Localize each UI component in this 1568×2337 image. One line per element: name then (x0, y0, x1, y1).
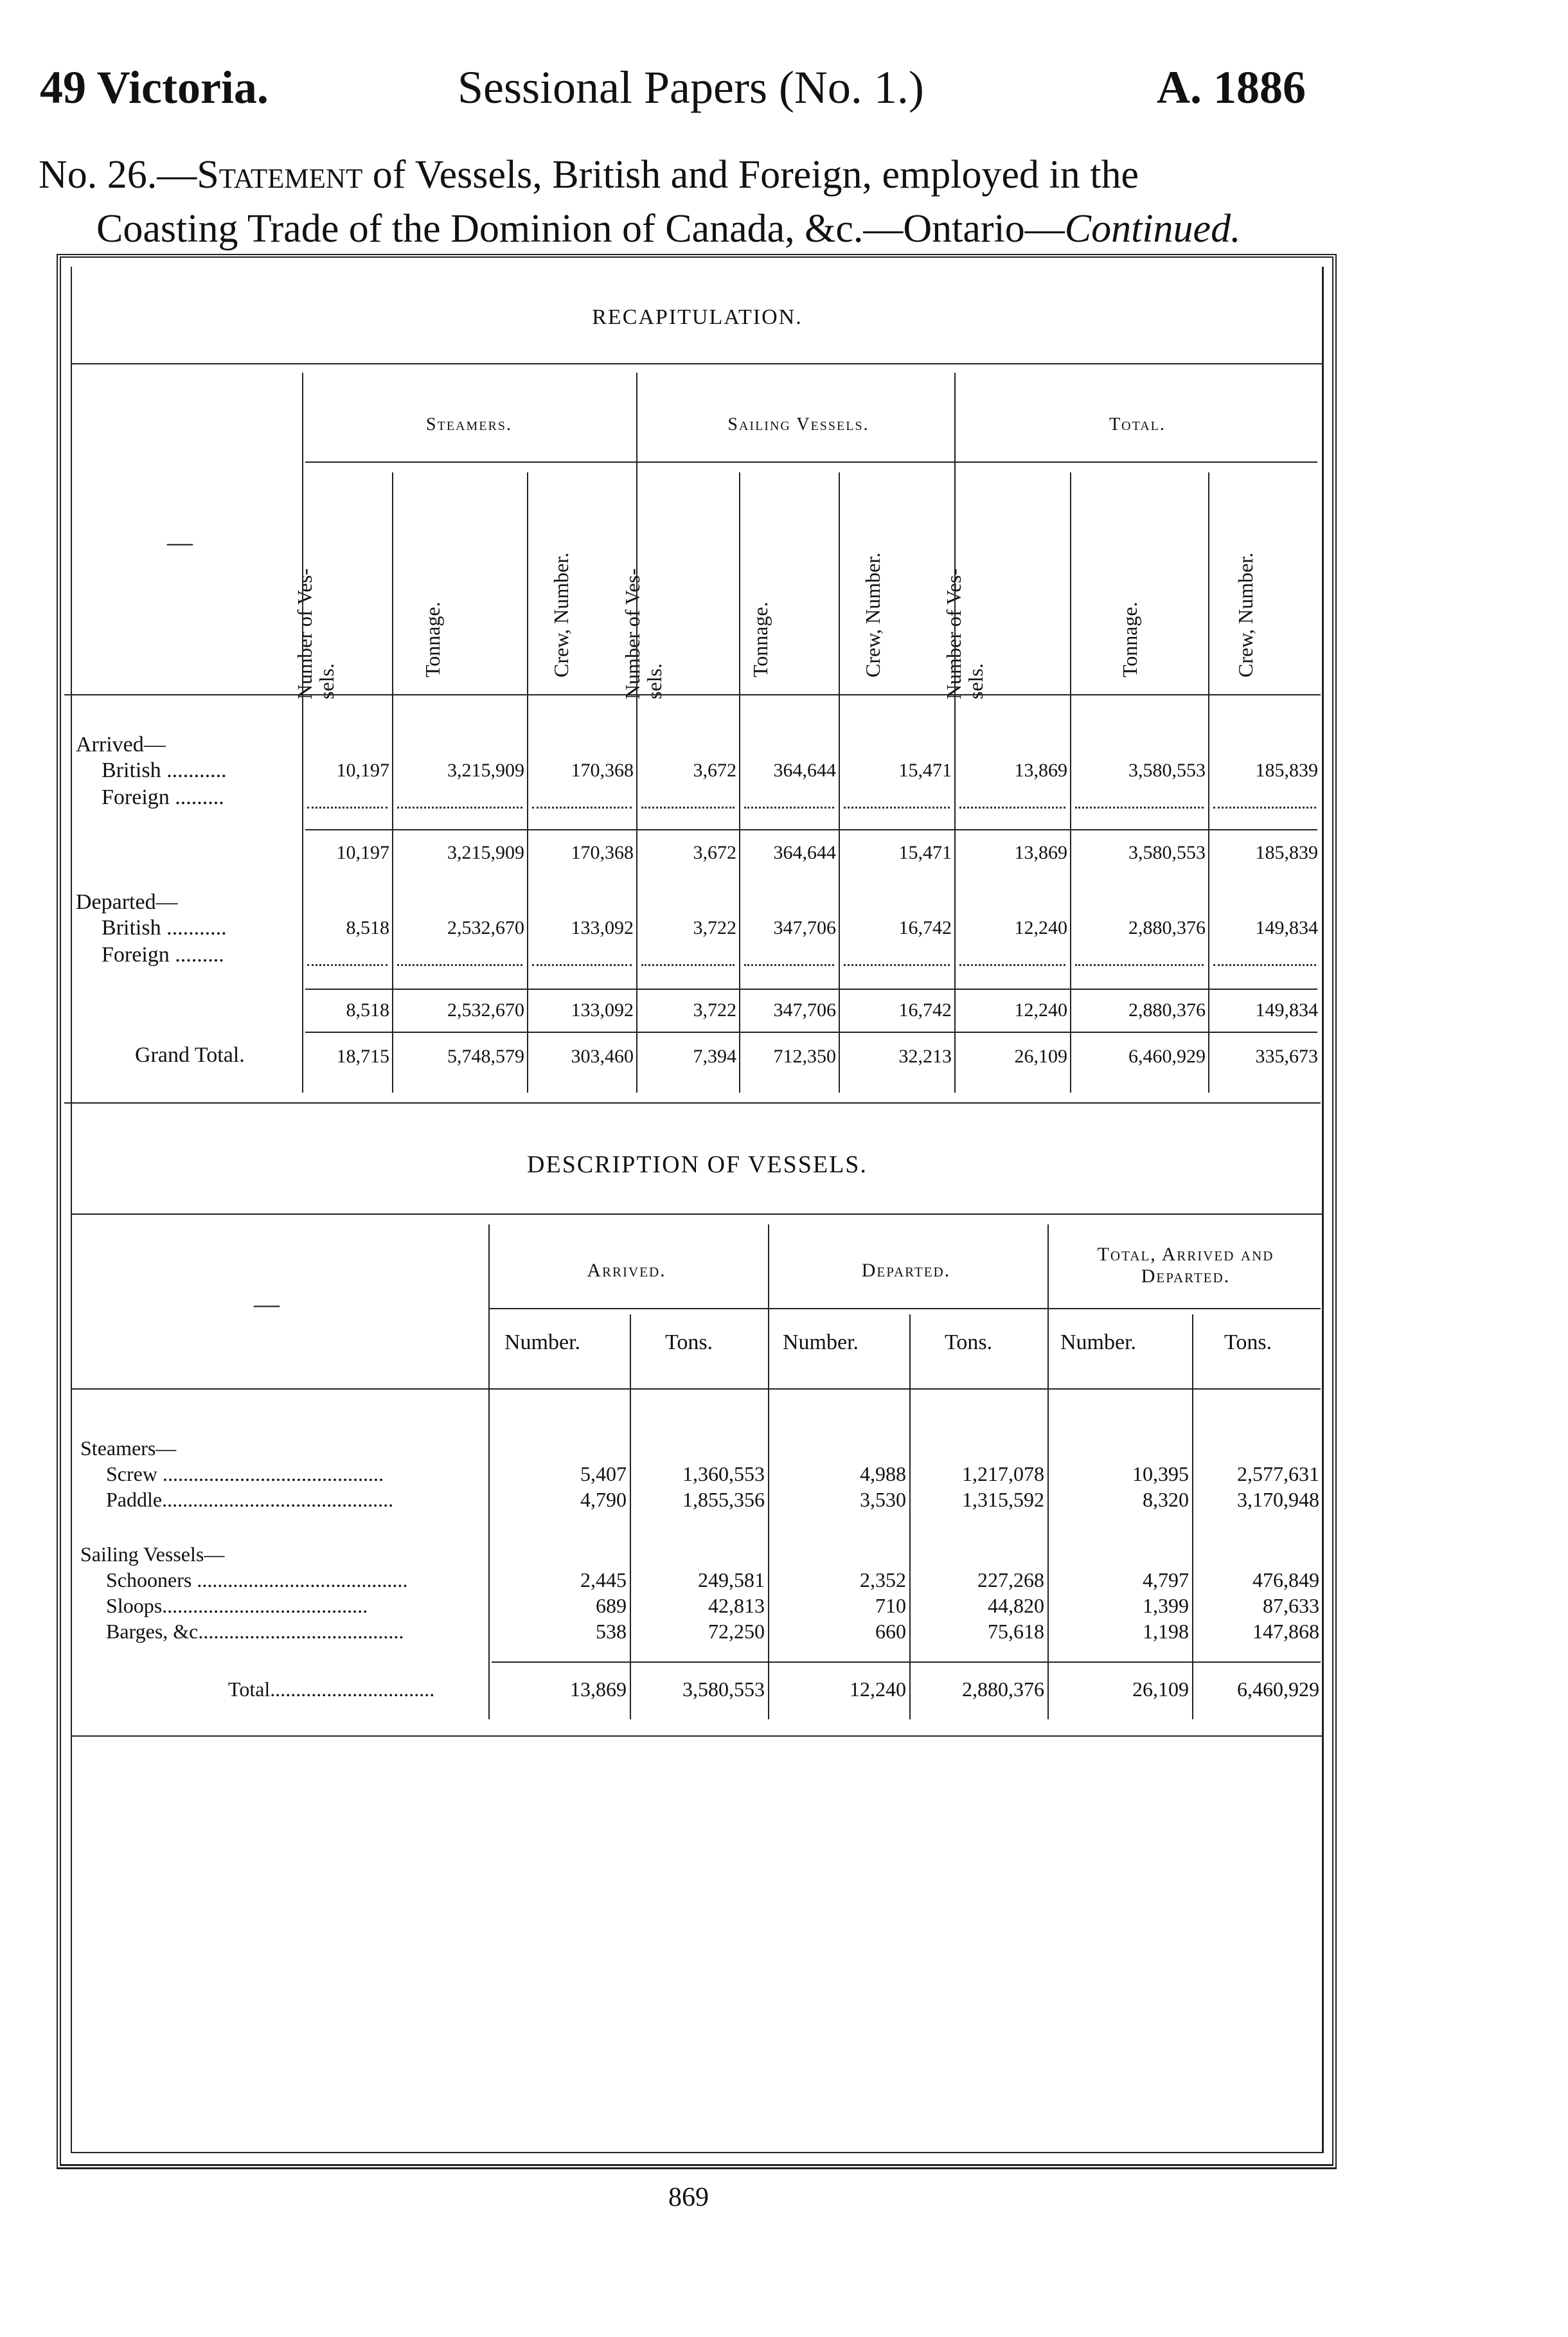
recap-heading: RECAPITULATION. (592, 305, 803, 329)
recap-subtotal-rule-1 (305, 829, 1317, 830)
recap-cell: 347,706 (773, 999, 836, 1021)
desc-cell: 12,240 (850, 1678, 906, 1701)
recap-vline-6 (839, 472, 840, 1093)
recap-cell: 3,580,553 (1128, 842, 1206, 863)
desc-cell: 87,633 (1263, 1594, 1319, 1617)
recap-cell: 170,368 (571, 842, 634, 863)
recap-head-rule (64, 694, 1321, 695)
recap-bottom-rule (64, 1102, 1321, 1104)
recap-vline-7 (954, 373, 956, 1093)
desc-cell: 1,360,553 (682, 1462, 765, 1485)
recap-cell: 16,742 (898, 917, 952, 938)
recap-vline-2 (392, 472, 393, 1093)
desc-cell: 1,315,592 (962, 1488, 1044, 1511)
recap-cell: 133,092 (571, 999, 634, 1021)
desc-top-rule (71, 1213, 1324, 1215)
recap-dots (844, 964, 950, 966)
recap-head-steam-number: Number of Ves- sels. (293, 568, 338, 699)
desc-label-paddle: Paddle............................................. (106, 1488, 394, 1511)
recap-label-arrived: Arrived— (76, 733, 166, 757)
desc-cell: 6,460,929 (1237, 1678, 1319, 1701)
recap-label-departed-british: British ........... (102, 916, 227, 940)
desc-label-steamers: Steamers— (80, 1437, 177, 1460)
recap-cell: 15,471 (898, 760, 952, 781)
recap-cell: 5,748,579 (447, 1046, 524, 1067)
desc-cell: 1,217,078 (962, 1462, 1044, 1485)
recap-cell: 10,197 (336, 842, 389, 863)
recap-cell: 10,197 (336, 760, 389, 781)
title-continued: Continued. (1064, 207, 1241, 251)
recap-dots (397, 807, 522, 809)
desc-cell: 8,320 (1143, 1488, 1189, 1511)
desc-cell: 2,352 (860, 1568, 906, 1591)
recap-head-total-tonnage: Tonnage. (1118, 602, 1141, 677)
recap-cell: 13,869 (1014, 760, 1067, 781)
recap-group-sailing: Sailing Vessels. (727, 415, 869, 434)
recap-group-total: Total. (1109, 415, 1166, 434)
recap-top-rule (71, 363, 1324, 364)
recap-cell: 26,109 (1014, 1046, 1067, 1067)
recap-cell: 2,880,376 (1128, 917, 1206, 938)
recap-dots (744, 964, 834, 966)
recap-cell: 3,672 (693, 842, 736, 863)
recap-cell: 303,460 (571, 1046, 634, 1067)
title-line2: Coasting Trade of the Dominion of Canada, &c.—Ontario— (96, 207, 1065, 251)
header-year: A. 1886 (1157, 62, 1306, 113)
desc-vline-4 (909, 1314, 911, 1719)
recap-cell: 8,518 (346, 917, 389, 938)
recap-vline-1 (302, 373, 303, 1093)
desc-cell: 1,399 (1143, 1594, 1189, 1617)
recap-cell: 2,532,670 (447, 999, 524, 1021)
recap-cell: 32,213 (898, 1046, 952, 1067)
recap-dots (307, 807, 388, 809)
desc-blank-header: — (254, 1289, 280, 1318)
recap-cell: 12,240 (1014, 999, 1067, 1021)
recap-group-rule (305, 461, 1317, 463)
desc-vline-2 (630, 1314, 631, 1719)
desc-cell: 2,445 (580, 1568, 627, 1591)
desc-cell: 72,250 (708, 1620, 765, 1643)
recap-cell: 712,350 (773, 1046, 836, 1067)
title-line1: of Vessels, British and Foreign, employed in the (362, 153, 1139, 197)
desc-cell: 42,813 (708, 1594, 765, 1617)
title-number: No. 26. (39, 153, 157, 197)
desc-label-sailing: Sailing Vessels— (80, 1543, 225, 1566)
recap-dots (844, 807, 950, 809)
recap-cell: 8,518 (346, 999, 389, 1021)
desc-bottom-rule (71, 1735, 1324, 1737)
desc-group-departed: Departed. (861, 1260, 951, 1281)
desc-sub-arrived-number: Number. (504, 1330, 581, 1354)
recap-grand-rule (305, 1032, 1317, 1033)
recap-dots (532, 807, 632, 809)
desc-label-sloops: Sloops........................................ (106, 1594, 368, 1617)
desc-vline-6 (1192, 1314, 1193, 1719)
recap-head-sail-number: Number of Ves- sels. (621, 568, 666, 699)
desc-cell: 4,988 (860, 1462, 906, 1485)
recap-dots (641, 807, 735, 809)
desc-cell: 26,109 (1132, 1678, 1189, 1701)
recap-dots (1213, 807, 1316, 809)
desc-vline-1 (488, 1224, 490, 1719)
recap-vline-3 (527, 472, 528, 1093)
recap-vline-5 (739, 472, 740, 1093)
desc-cell: 13,869 (570, 1678, 627, 1701)
recap-head-total-number: Number of Ves- sels. (942, 568, 987, 699)
recap-cell: 185,839 (1255, 760, 1318, 781)
desc-cell: 249,581 (698, 1568, 765, 1591)
desc-cell: 1,198 (1143, 1620, 1189, 1643)
recap-blank-header: — (167, 528, 193, 557)
page-number: 869 (668, 2183, 709, 2212)
desc-cell: 75,618 (988, 1620, 1044, 1643)
recap-head-steam-crew: Crew, Number. (549, 552, 573, 677)
desc-cell: 227,268 (977, 1568, 1044, 1591)
desc-label-total: Total................................ (228, 1678, 435, 1701)
recap-cell: 15,471 (898, 842, 952, 863)
desc-cell: 1,855,356 (682, 1488, 765, 1511)
recap-cell: 13,869 (1014, 842, 1067, 863)
recap-cell: 6,460,929 (1128, 1046, 1206, 1067)
desc-label-schooners: Schooners ......................................... (106, 1568, 408, 1591)
recap-dots (397, 964, 522, 966)
desc-cell: 3,580,553 (682, 1678, 765, 1701)
desc-group-rule (488, 1308, 1321, 1309)
recap-cell: 335,673 (1255, 1046, 1318, 1067)
recap-head-steam-tonnage: Tonnage. (421, 602, 444, 677)
desc-cell: 4,797 (1143, 1568, 1189, 1591)
desc-cell: 10,395 (1132, 1462, 1189, 1485)
desc-cell: 147,868 (1252, 1620, 1319, 1643)
recap-label-arrived-foreign: Foreign ......... (102, 785, 224, 809)
recap-cell: 170,368 (571, 760, 634, 781)
header-session: 49 Victoria. (40, 62, 269, 113)
desc-cell: 689 (596, 1594, 627, 1617)
recap-cell: 3,215,909 (447, 842, 524, 863)
recap-cell: 12,240 (1014, 917, 1067, 938)
desc-sub-total-tons: Tons. (1224, 1330, 1272, 1354)
header-papers: Sessional Papers (No. 1.) (458, 62, 924, 113)
page-frame-inner (71, 267, 1324, 2153)
recap-head-total-crew: Crew, Number. (1234, 552, 1257, 677)
recap-cell: 3,722 (693, 999, 736, 1021)
recap-vline-4 (636, 373, 637, 1093)
recap-head-sail-crew: Crew, Number. (861, 552, 884, 677)
recap-dots (959, 964, 1065, 966)
desc-vline-5 (1047, 1224, 1049, 1719)
recap-cell: 149,834 (1255, 999, 1318, 1021)
recap-cell: 149,834 (1255, 917, 1318, 938)
recap-dots (641, 964, 735, 966)
recap-dots (744, 807, 834, 809)
recap-cell: 18,715 (336, 1046, 389, 1067)
recap-cell: 133,092 (571, 917, 634, 938)
title-statement: Statement (197, 153, 363, 197)
recap-head-sail-tonnage: Tonnage. (749, 602, 772, 677)
desc-sub-departed-tons: Tons. (945, 1330, 993, 1354)
recap-dots (532, 964, 632, 966)
desc-sub-departed-number: Number. (783, 1330, 859, 1354)
desc-cell: 2,880,376 (962, 1678, 1044, 1701)
desc-sub-arrived-tons: Tons. (665, 1330, 713, 1354)
recap-cell: 2,532,670 (447, 917, 524, 938)
desc-total-rule (492, 1661, 1321, 1663)
recap-group-steamers: Steamers. (426, 415, 512, 434)
desc-cell: 3,530 (860, 1488, 906, 1511)
desc-cell: 3,170,948 (1237, 1488, 1319, 1511)
desc-group-arrived: Arrived. (587, 1260, 666, 1281)
title-dash: — (157, 153, 197, 197)
recap-label-grand-total: Grand Total. (135, 1043, 245, 1067)
desc-sub-total-number: Number. (1060, 1330, 1137, 1354)
recap-label-departed: Departed— (76, 890, 178, 914)
recap-dots (1075, 964, 1204, 966)
recap-label-arrived-british: British ........... (102, 758, 227, 782)
recap-vline-9 (1208, 472, 1209, 1093)
recap-cell: 7,394 (693, 1046, 736, 1067)
recap-cell: 3,215,909 (447, 760, 524, 781)
recap-label-departed-foreign: Foreign ......... (102, 943, 224, 967)
recap-cell: 3,672 (693, 760, 736, 781)
desc-heading: DESCRIPTION OF VESSELS. (527, 1151, 868, 1178)
desc-label-screw: Screw ........................................... (106, 1462, 384, 1485)
desc-cell: 476,849 (1252, 1568, 1319, 1591)
desc-vline-3 (768, 1224, 769, 1719)
recap-cell: 3,580,553 (1128, 760, 1206, 781)
recap-cell: 364,644 (773, 842, 836, 863)
desc-cell: 710 (875, 1594, 906, 1617)
desc-head-rule (71, 1388, 1321, 1390)
desc-group-total: Total, Arrived and Departed. (1097, 1244, 1274, 1287)
recap-cell: 2,880,376 (1128, 999, 1206, 1021)
recap-dots (1075, 807, 1204, 809)
recap-cell: 16,742 (898, 999, 952, 1021)
desc-cell: 5,407 (580, 1462, 627, 1485)
recap-vline-8 (1070, 472, 1071, 1093)
desc-cell: 4,790 (580, 1488, 627, 1511)
desc-cell: 538 (596, 1620, 627, 1643)
desc-cell: 660 (875, 1620, 906, 1643)
recap-cell: 347,706 (773, 917, 836, 938)
desc-cell: 44,820 (988, 1594, 1044, 1617)
recap-dots (1213, 964, 1316, 966)
recap-cell: 364,644 (773, 760, 836, 781)
recap-dots (959, 807, 1065, 809)
recap-dots (307, 964, 388, 966)
desc-cell: 2,577,631 (1237, 1462, 1319, 1485)
recap-cell: 3,722 (693, 917, 736, 938)
recap-subtotal-rule-2 (305, 989, 1317, 990)
recap-cell: 185,839 (1255, 842, 1318, 863)
desc-label-barges: Barges, &c........................................ (106, 1620, 404, 1643)
page-title (39, 148, 1337, 256)
